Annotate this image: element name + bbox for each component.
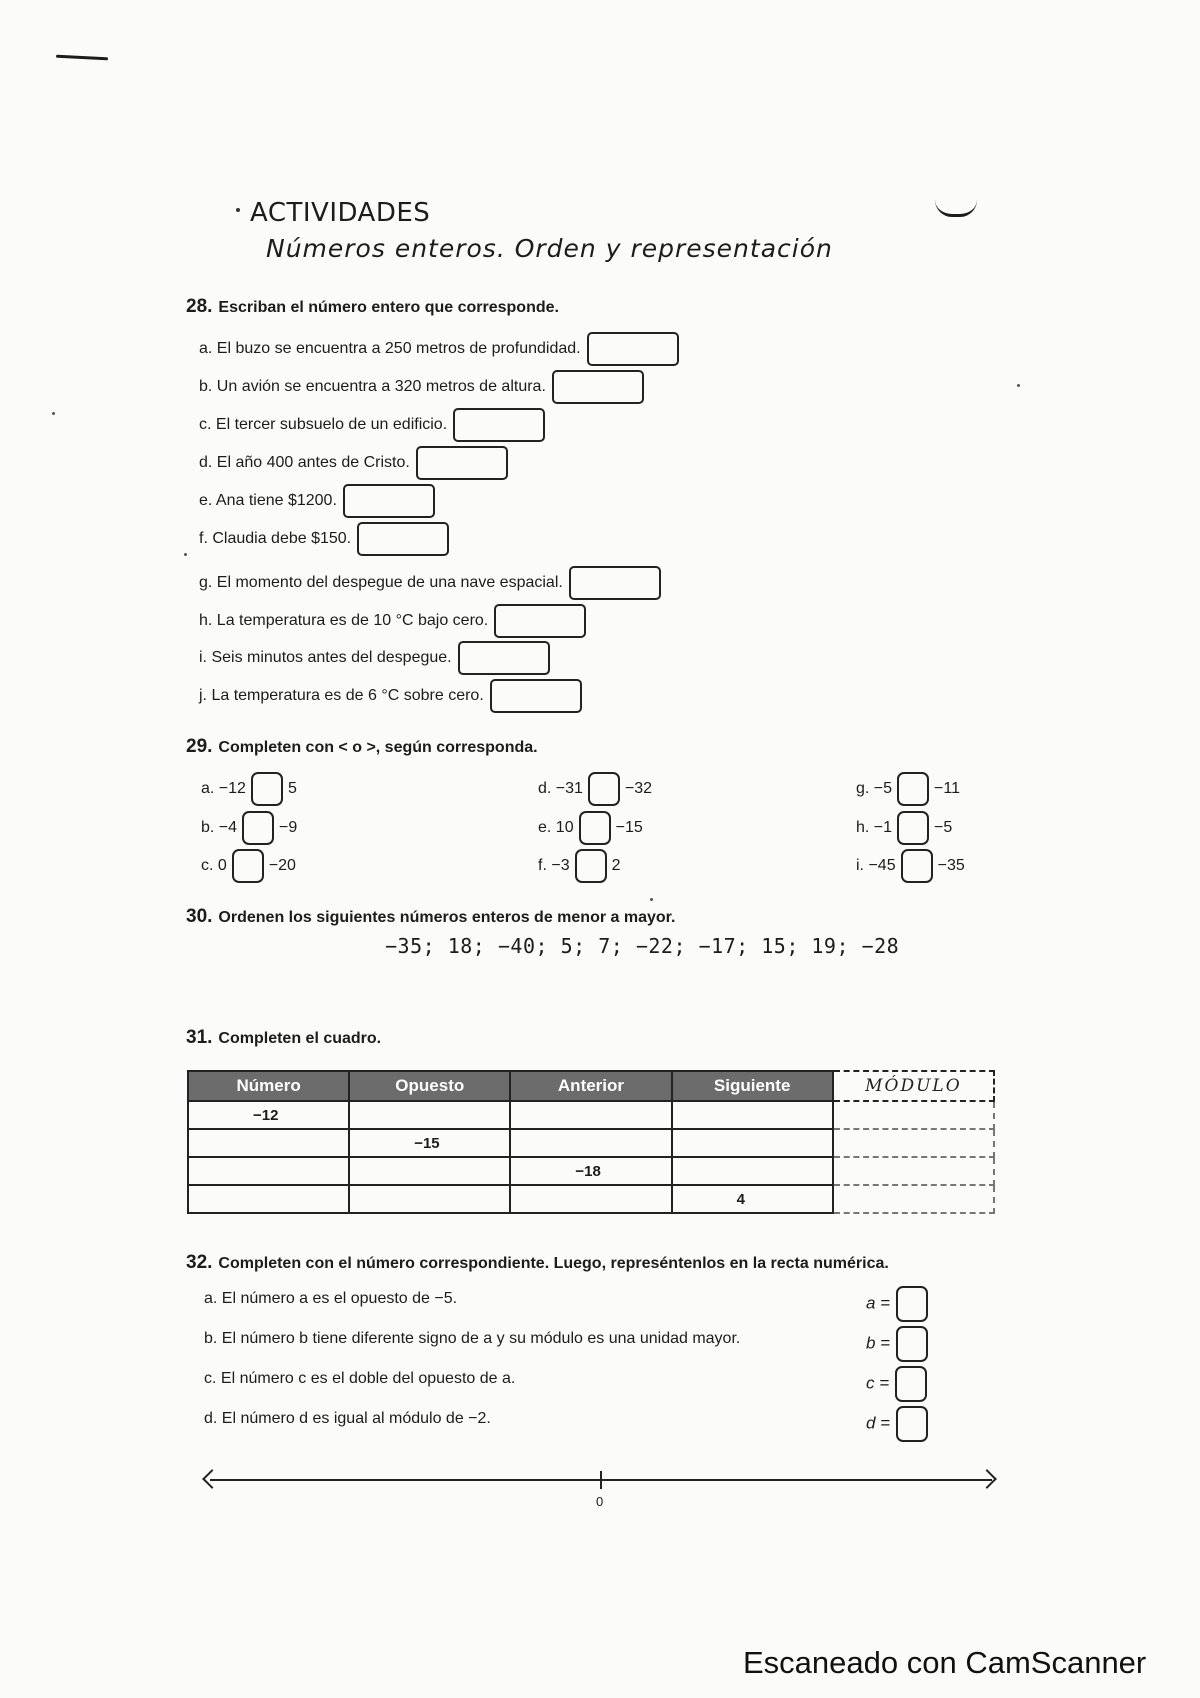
item-letter: d. [538, 780, 552, 798]
table-cell[interactable] [672, 1101, 833, 1129]
q28-item [199, 522, 449, 556]
question-number: 31. [186, 1027, 213, 1048]
comparison-box[interactable] [901, 849, 933, 883]
column-header: Anterior [510, 1071, 671, 1101]
question-number: 28. [186, 296, 213, 317]
table-cell[interactable] [510, 1185, 671, 1213]
left-value: −45 [868, 857, 896, 875]
scan-speck [52, 412, 55, 415]
variable-label: d = [866, 1413, 891, 1433]
right-value: −35 [937, 857, 965, 875]
table-row [188, 1101, 994, 1129]
table-cell[interactable] [833, 1129, 994, 1157]
table-cell[interactable] [349, 1185, 510, 1213]
item-text: El tercer subsuelo de un edificio. [215, 416, 448, 434]
table-header-row [188, 1071, 994, 1101]
answer-box[interactable] [343, 484, 435, 518]
column-header: Opuesto [349, 1071, 510, 1101]
comparison-box[interactable] [251, 772, 283, 806]
q29-item [538, 849, 621, 883]
right-value: −20 [268, 857, 296, 875]
item-letter: b. [201, 819, 215, 837]
table-cell[interactable]: −12 [188, 1101, 349, 1129]
question-text: Completen con < o >, según corresponda. [218, 739, 538, 756]
answer-box[interactable] [896, 1286, 928, 1322]
q32-item [204, 1370, 515, 1388]
question-number: 32. [186, 1252, 213, 1273]
number-list: −35; 18; −40; 5; 7; −22; −17; 15; 19; −28 [385, 934, 900, 958]
item-text: El buzo se encuentra a 250 metros de profundidad. [216, 340, 581, 358]
q32-answer [866, 1286, 928, 1322]
left-value: −1 [873, 819, 893, 837]
left-value: −31 [555, 780, 583, 798]
item-text: Claudia debe $150. [212, 530, 352, 548]
table-cell[interactable] [672, 1129, 833, 1157]
answer-box[interactable] [552, 370, 644, 404]
q29-item [538, 772, 652, 806]
table-cell[interactable] [188, 1185, 349, 1213]
question-number: 30. [186, 906, 213, 927]
column-header-handwritten: MÓDULO [833, 1071, 994, 1101]
item-text: El número c es el doble del opuesto de a. [220, 1370, 516, 1387]
comparison-box[interactable] [897, 811, 929, 845]
item-letter: d. [204, 1410, 218, 1427]
question-31-prompt [186, 1027, 381, 1049]
q28-item [199, 446, 508, 480]
item-letter: e. [199, 492, 213, 510]
q29-item [201, 772, 297, 806]
q28-item [199, 408, 545, 442]
item-letter: e. [538, 819, 552, 837]
table-row [188, 1129, 994, 1157]
right-value: −11 [934, 780, 960, 798]
item-text: El año 400 antes de Cristo. [216, 454, 410, 472]
question-32-prompt [186, 1252, 889, 1274]
right-value: 2 [611, 857, 621, 875]
table-cell[interactable] [833, 1185, 994, 1213]
right-value: −9 [279, 819, 298, 837]
table-cell[interactable] [188, 1157, 349, 1185]
q29-item [856, 849, 965, 883]
item-letter: h. [199, 612, 213, 630]
item-letter: a. [204, 1290, 218, 1307]
right-value: −5 [934, 819, 953, 837]
question-number: 29. [186, 736, 213, 757]
q29-item [201, 849, 296, 883]
q29-item [856, 772, 960, 806]
table-cell[interactable] [510, 1101, 671, 1129]
pen-mark [56, 55, 108, 61]
answer-box[interactable] [569, 566, 661, 600]
question-text: Ordenen los siguientes números enteros de menor a mayor. [218, 909, 676, 926]
comparison-box[interactable] [897, 772, 929, 806]
item-letter: g. [856, 780, 870, 798]
item-letter: c. [199, 416, 212, 434]
item-text: Un avión se encuentra a 320 metros de altura. [216, 378, 546, 396]
left-value: 10 [555, 819, 574, 837]
bullet-dot [236, 208, 240, 212]
item-letter: i. [856, 857, 864, 875]
table-row [188, 1157, 994, 1185]
arrow-left-icon [202, 1469, 222, 1489]
left-value: −4 [218, 819, 238, 837]
left-value: −12 [218, 780, 246, 798]
q28-item [199, 484, 435, 518]
variable-label: a = [866, 1293, 891, 1313]
q32-answer [866, 1406, 928, 1442]
answer-box[interactable] [494, 604, 586, 638]
right-value: 5 [287, 780, 297, 798]
table-cell[interactable]: −18 [510, 1157, 671, 1185]
answer-box[interactable] [490, 679, 582, 713]
q32-answer [866, 1366, 927, 1402]
item-letter: d. [199, 454, 213, 472]
answer-box[interactable] [587, 332, 679, 366]
item-letter: c. [201, 857, 214, 875]
q29-item [538, 811, 643, 845]
q28-item [199, 641, 550, 675]
item-letter: j. [199, 687, 207, 705]
comparison-box[interactable] [242, 811, 274, 845]
question-text: Escriban el número entero que corresponde. [218, 299, 559, 316]
question-30-prompt [186, 906, 675, 928]
q29-item [201, 811, 297, 845]
table-cell[interactable] [349, 1157, 510, 1185]
q32-item [204, 1410, 491, 1428]
item-letter: f. [199, 530, 208, 548]
table-cell[interactable]: 4 [672, 1185, 833, 1213]
q32-answer [866, 1326, 928, 1362]
q32-item [204, 1290, 457, 1308]
comparison-box[interactable] [579, 811, 611, 845]
answer-box[interactable] [896, 1406, 928, 1442]
table-cell[interactable] [672, 1157, 833, 1185]
table-cell[interactable] [833, 1157, 994, 1185]
item-text: La temperatura es de 10 °C bajo cero. [216, 612, 489, 630]
zero-tick [600, 1471, 602, 1489]
left-value: −5 [873, 780, 893, 798]
item-letter: a. [199, 340, 213, 358]
left-value: 0 [217, 857, 227, 875]
q28-item [199, 566, 661, 600]
item-letter: i. [199, 649, 207, 667]
answer-box[interactable] [895, 1366, 927, 1402]
q28-item [199, 370, 644, 404]
scanner-watermark: Escaneado con CamScanner [743, 1645, 1147, 1680]
section-subtitle: Números enteros. Orden y representación [266, 234, 833, 263]
comparison-box[interactable] [232, 849, 264, 883]
question-text: Completen con el número correspondiente. Luego, represéntenlos en la recta numérica. [218, 1255, 889, 1272]
table-cell[interactable] [349, 1101, 510, 1129]
table-cell[interactable] [510, 1129, 671, 1157]
item-letter: c. [204, 1370, 217, 1387]
item-text: Seis minutos antes del despegue. [211, 649, 452, 667]
section-title: ACTIVIDADES [250, 198, 431, 228]
answer-box[interactable] [416, 446, 508, 480]
answer-box[interactable] [357, 522, 449, 556]
pen-mark [935, 200, 977, 217]
item-letter: f. [538, 857, 547, 875]
answer-box[interactable] [896, 1326, 928, 1362]
item-letter: b. [199, 378, 213, 396]
integers-table [187, 1070, 995, 1214]
answer-box[interactable] [453, 408, 545, 442]
item-letter: h. [856, 819, 870, 837]
item-letter: g. [199, 574, 213, 592]
question-29-prompt [186, 736, 538, 758]
item-text: El número a es el opuesto de −5. [221, 1290, 458, 1307]
scan-speck [1017, 384, 1020, 387]
comparison-box[interactable] [588, 772, 620, 806]
q28-item [199, 679, 582, 713]
item-text: El número b tiene diferente signo de a y su módulo es una unidad mayor. [221, 1330, 741, 1347]
table-cell[interactable]: −15 [349, 1129, 510, 1157]
comparison-box[interactable] [575, 849, 607, 883]
column-header: Número [188, 1071, 349, 1101]
item-text: El momento del despegue de una nave espacial. [216, 574, 563, 592]
q29-item [856, 811, 952, 845]
table-cell[interactable] [833, 1101, 994, 1129]
item-text: El número d es igual al módulo de −2. [221, 1410, 491, 1427]
left-value: −3 [551, 857, 570, 875]
scan-speck [650, 898, 653, 901]
question-28-prompt [186, 296, 559, 318]
item-letter: a. [201, 780, 215, 798]
zero-label: 0 [596, 1494, 604, 1509]
question-text: Completen el cuadro. [218, 1030, 382, 1047]
item-text: Ana tiene $1200. [215, 492, 337, 510]
arrow-right-icon [977, 1469, 997, 1489]
answer-box[interactable] [458, 641, 550, 675]
right-value: −32 [624, 780, 653, 798]
item-text: La temperatura es de 6 °C sobre cero. [211, 687, 484, 705]
q28-item [199, 332, 679, 366]
table-cell[interactable] [188, 1129, 349, 1157]
right-value: −15 [615, 819, 643, 837]
q32-item [204, 1330, 740, 1348]
item-letter: b. [204, 1330, 218, 1347]
table-row [188, 1185, 994, 1213]
variable-label: b = [866, 1333, 891, 1353]
variable-label: c = [866, 1373, 890, 1393]
q28-item [199, 604, 586, 638]
column-header: Siguiente [672, 1071, 833, 1101]
scan-speck [184, 553, 187, 556]
